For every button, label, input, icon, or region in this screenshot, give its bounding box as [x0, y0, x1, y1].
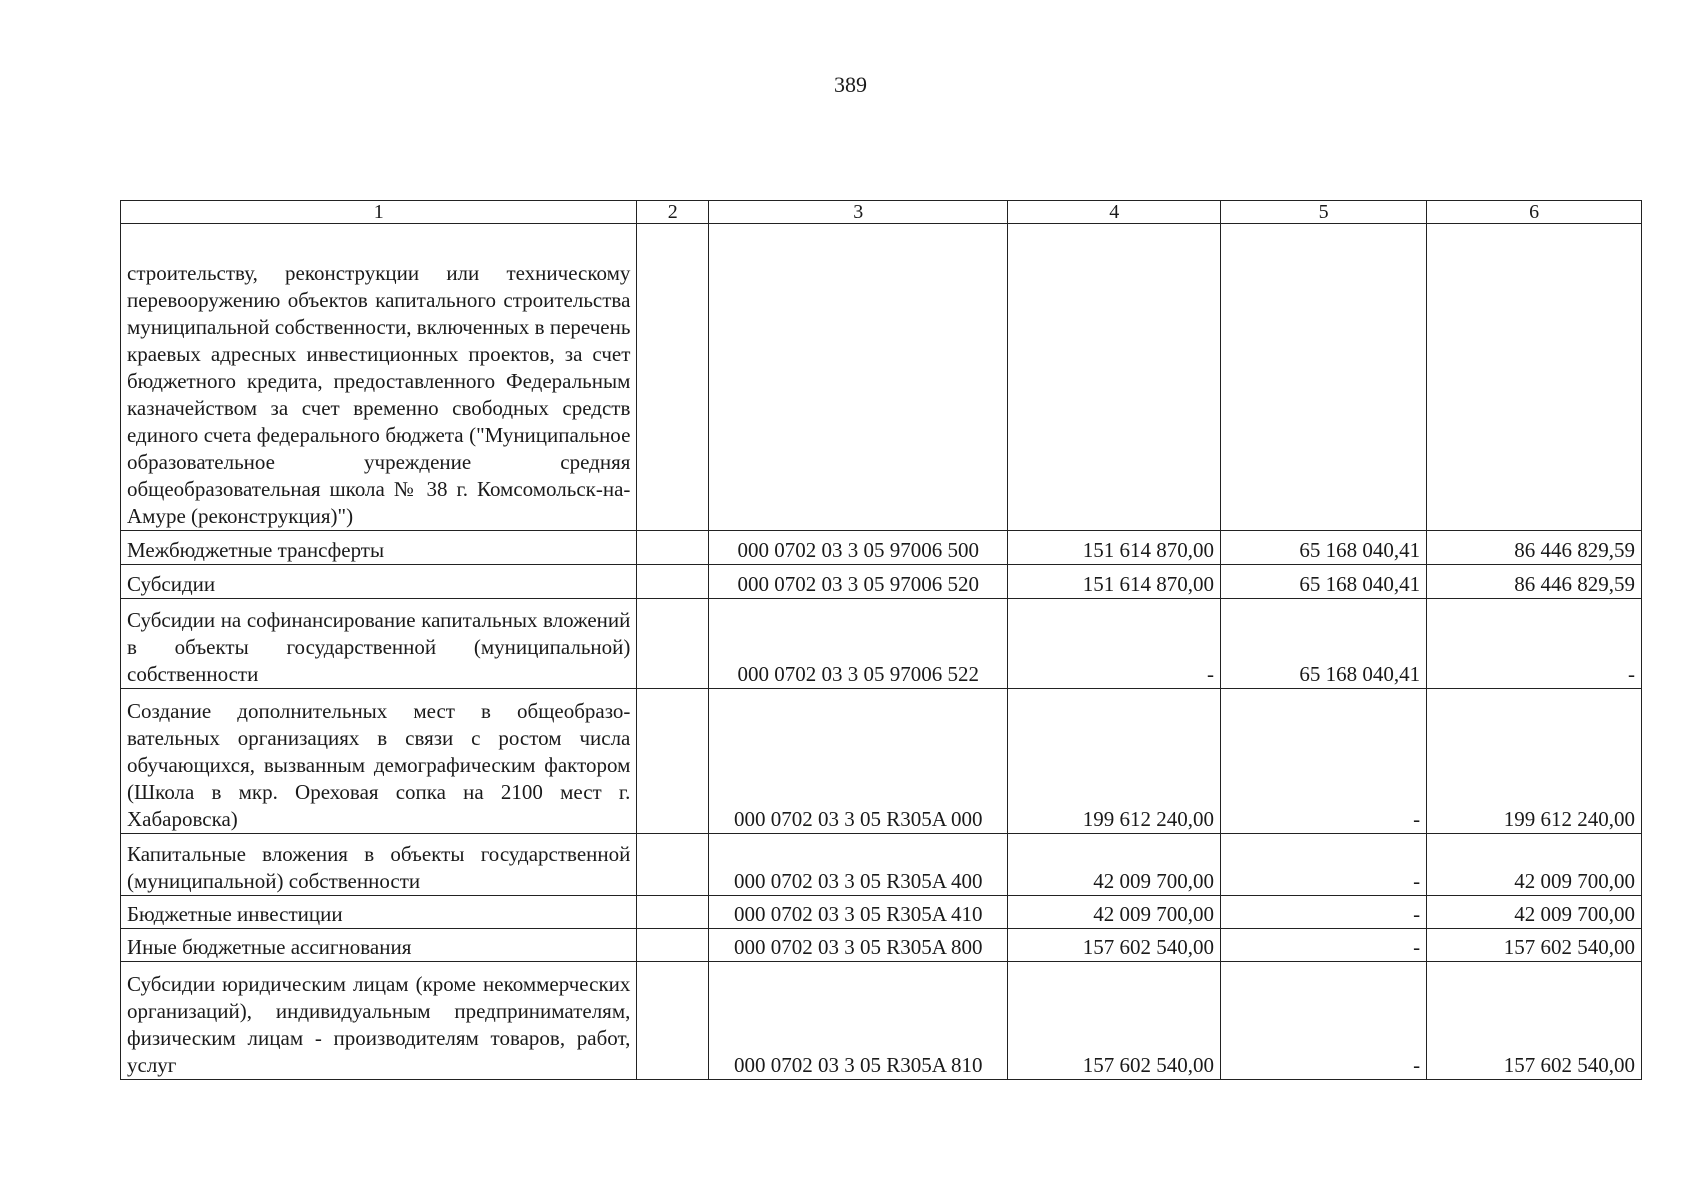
- row-name: Капитальные вложения в объекты государственной (муниципальной) собственности: [121, 834, 637, 896]
- column-header-1: 1: [121, 201, 637, 224]
- row-value-5: -: [1221, 962, 1427, 1080]
- row-value-5: 65 168 040,41: [1221, 531, 1427, 565]
- row-code: 000 0702 03 3 05 R305A 410: [708, 896, 1007, 929]
- row-value-4: 42 009 700,00: [1008, 834, 1221, 896]
- table-row: [121, 962, 1642, 1080]
- row-name: Субсидии на софинансирование капитальных вложений в объекты государственной (муниципальной) собственности: [121, 599, 637, 689]
- row-value-6: -: [1427, 599, 1642, 689]
- column-header-6: 6: [1427, 201, 1642, 224]
- row-col2: [637, 834, 709, 896]
- table-header-row: [121, 201, 1642, 224]
- column-header-3: 3: [708, 201, 1007, 224]
- row-value-4: 42 009 700,00: [1008, 896, 1221, 929]
- row-value-6: [1427, 224, 1642, 531]
- column-header-2: 2: [637, 201, 709, 224]
- table-row: [121, 599, 1642, 689]
- row-code: 000 0702 03 3 05 R305A 000: [708, 689, 1007, 834]
- page-number: 389: [834, 72, 867, 97]
- row-code: [708, 224, 1007, 531]
- budget-table: [120, 200, 1642, 1080]
- row-code: 000 0702 03 3 05 97006 520: [708, 565, 1007, 599]
- row-value-6: 199 612 240,00: [1427, 689, 1642, 834]
- row-col2: [637, 962, 709, 1080]
- row-value-4: 151 614 870,00: [1008, 531, 1221, 565]
- table-row: [121, 834, 1642, 896]
- table-row: [121, 896, 1642, 929]
- row-value-5: [1221, 224, 1427, 531]
- row-name: Создание дополнительных мест в общеобразовательных организациях в связи с ростом числа обучающихся, вызванным демографическим фактором (Школа в мкр. Ореховая сопка на 2100 мест г. Хабаровска): [121, 689, 637, 834]
- row-value-4: 151 614 870,00: [1008, 565, 1221, 599]
- row-code: 000 0702 03 3 05 97006 522: [708, 599, 1007, 689]
- row-value-6: 42 009 700,00: [1427, 834, 1642, 896]
- row-col2: [637, 929, 709, 962]
- table-row: [121, 929, 1642, 962]
- row-col2: [637, 565, 709, 599]
- row-value-6: 157 602 540,00: [1427, 962, 1642, 1080]
- row-code: 000 0702 03 3 05 97006 500: [708, 531, 1007, 565]
- row-name: Межбюджетные трансферты: [121, 531, 637, 565]
- row-col2: [637, 599, 709, 689]
- row-name: Иные бюджетные ассигнования: [121, 929, 637, 962]
- row-value-4: 157 602 540,00: [1008, 962, 1221, 1080]
- row-code: 000 0702 03 3 05 R305A 800: [708, 929, 1007, 962]
- row-value-4: [1008, 224, 1221, 531]
- row-value-5: 65 168 040,41: [1221, 599, 1427, 689]
- column-header-5: 5: [1221, 201, 1427, 224]
- row-value-5: 65 168 040,41: [1221, 565, 1427, 599]
- row-value-4: 199 612 240,00: [1008, 689, 1221, 834]
- row-col2: [637, 689, 709, 834]
- row-name: Субсидии: [121, 565, 637, 599]
- row-code: 000 0702 03 3 05 R305A 400: [708, 834, 1007, 896]
- row-value-5: -: [1221, 689, 1427, 834]
- row-name: Бюджетные инвестиции: [121, 896, 637, 929]
- column-header-4: 4: [1008, 201, 1221, 224]
- table-row: [121, 224, 1642, 531]
- table-row: [121, 689, 1642, 834]
- row-name: Субсидии юридическим лицам (кроме некоммерческих организаций), индивидуальным предпринимателям, физическим лицам - производителям товаров, работ, услуг: [121, 962, 637, 1080]
- row-col2: [637, 224, 709, 531]
- row-col2: [637, 531, 709, 565]
- table-row: [121, 565, 1642, 599]
- row-value-6: 86 446 829,59: [1427, 565, 1642, 599]
- row-value-6: 157 602 540,00: [1427, 929, 1642, 962]
- row-value-5: -: [1221, 834, 1427, 896]
- row-value-4: 157 602 540,00: [1008, 929, 1221, 962]
- row-name: строительству, реконструкции или техническому перевооружению объектов капитального строительства муниципальной собственности, включенных в перечень краевых адресных инвестиционных проектов, за счет бюджетного кредита, предоставленного Федеральным казначейством за счет временно свободных средств единого счета федерального бюджета ("Муниципальное образовательное учреждение средняя общеобразовательная школа № 38 г. Комсомольск-на-Амуре (реконструкция)"): [121, 224, 637, 531]
- row-value-6: 42 009 700,00: [1427, 896, 1642, 929]
- row-value-5: -: [1221, 929, 1427, 962]
- row-value-4: -: [1008, 599, 1221, 689]
- table-row: [121, 531, 1642, 565]
- row-col2: [637, 896, 709, 929]
- row-value-5: -: [1221, 896, 1427, 929]
- row-code: 000 0702 03 3 05 R305A 810: [708, 962, 1007, 1080]
- row-value-6: 86 446 829,59: [1427, 531, 1642, 565]
